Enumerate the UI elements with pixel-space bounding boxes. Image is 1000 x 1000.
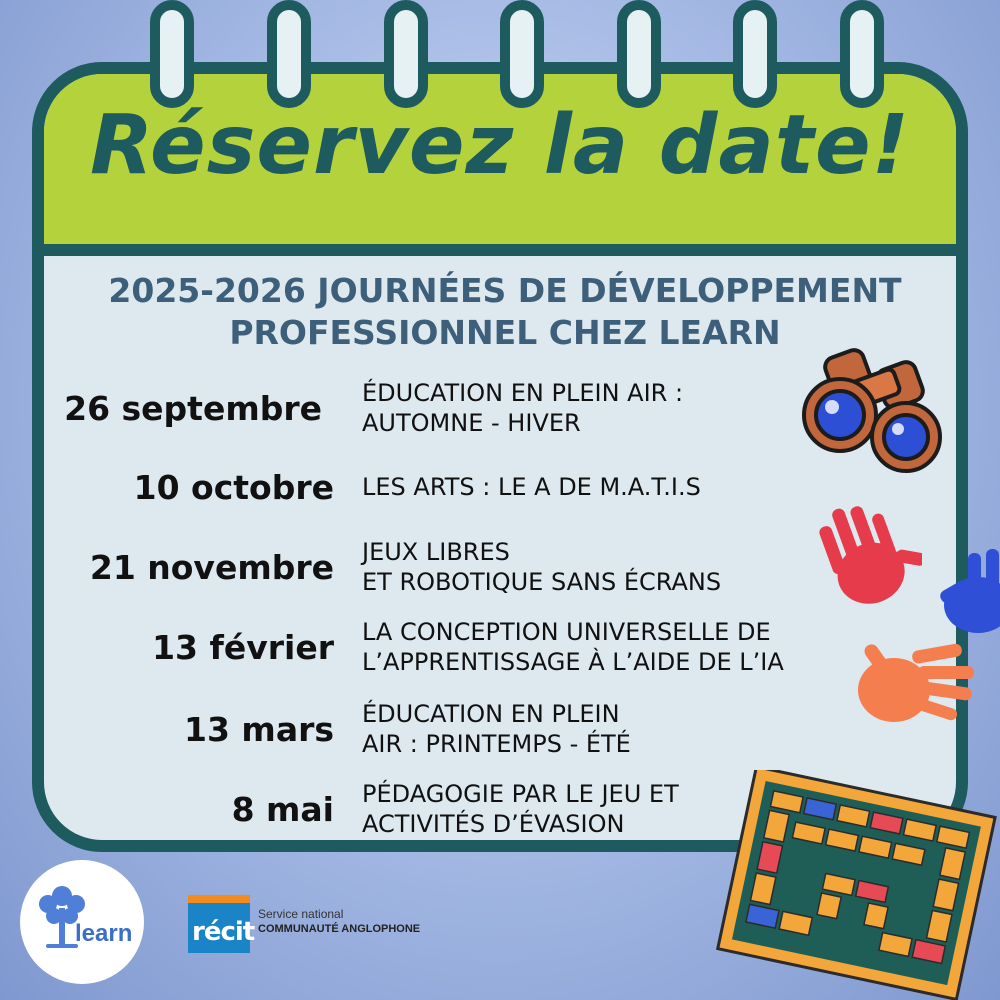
- recit-logo-word: récit: [192, 917, 255, 947]
- event-desc-line: ÉDUCATION EN PLEIN AIR :: [362, 379, 684, 407]
- event-description: [362, 452, 701, 522]
- event-description: [362, 612, 784, 682]
- blue-handprint-icon: [928, 545, 1000, 645]
- event-date: 13 mars: [184, 709, 334, 749]
- page-subtitle: [40, 270, 970, 354]
- event-date: 21 novembre: [89, 547, 334, 587]
- event-desc-line: AUTOMNE - HIVER: [362, 409, 581, 437]
- learn-tree-logo: [20, 860, 144, 984]
- event-desc-line: ÉDUCATION EN PLEIN: [362, 700, 620, 728]
- event-desc-line: L’APPRENTISSAGE À L’AIDE DE L’IA: [362, 648, 784, 676]
- event-desc-line: LA CONCEPTION UNIVERSELLE DE: [362, 618, 771, 646]
- learn-logo-text: learn: [75, 920, 133, 947]
- event-row: [0, 694, 1000, 764]
- page-title: Réservez la date!: [89, 97, 911, 193]
- event-desc-line: JEUX LIBRES: [362, 538, 510, 566]
- recit-community-label: COMMUNAUTÉ ANGLOPHONE: [258, 923, 421, 935]
- subtitle-line-1: 2025-2026 JOURNÉES DE DÉVELOPPEMENT: [108, 271, 902, 310]
- event-desc-line: ACTIVITÉS D’ÉVASION: [362, 810, 625, 838]
- subtitle-line-2: PROFESSIONNEL CHEZ LEARN: [229, 313, 781, 352]
- event-row: [0, 612, 1000, 682]
- event-date: 26 septembre: [64, 388, 322, 428]
- recit-logo-box: [188, 895, 255, 953]
- red-handprint-icon: [812, 492, 922, 617]
- event-desc-line: PÉDAGOGIE PAR LE JEU ET: [362, 780, 679, 808]
- recit-service-label: Service national: [258, 907, 344, 921]
- binoculars-icon: [798, 345, 948, 475]
- event-desc-line: AIR : PRINTEMPS - ÉTÉ: [362, 730, 631, 758]
- event-description: [362, 373, 683, 443]
- recit-logo: [188, 895, 448, 955]
- event-desc-line: LES ARTS : LE A DE M.A.T.I.S: [362, 473, 701, 501]
- orange-handprint-icon: [852, 640, 977, 730]
- event-description: [362, 694, 631, 764]
- event-date: 10 octobre: [133, 467, 334, 507]
- event-date: 13 février: [152, 627, 334, 667]
- event-date: 8 mai: [231, 789, 334, 829]
- board-game-icon: [712, 770, 1000, 1000]
- event-description: [362, 774, 679, 844]
- event-description: [362, 532, 721, 602]
- event-desc-line: ET ROBOTIQUE SANS ÉCRANS: [362, 568, 722, 596]
